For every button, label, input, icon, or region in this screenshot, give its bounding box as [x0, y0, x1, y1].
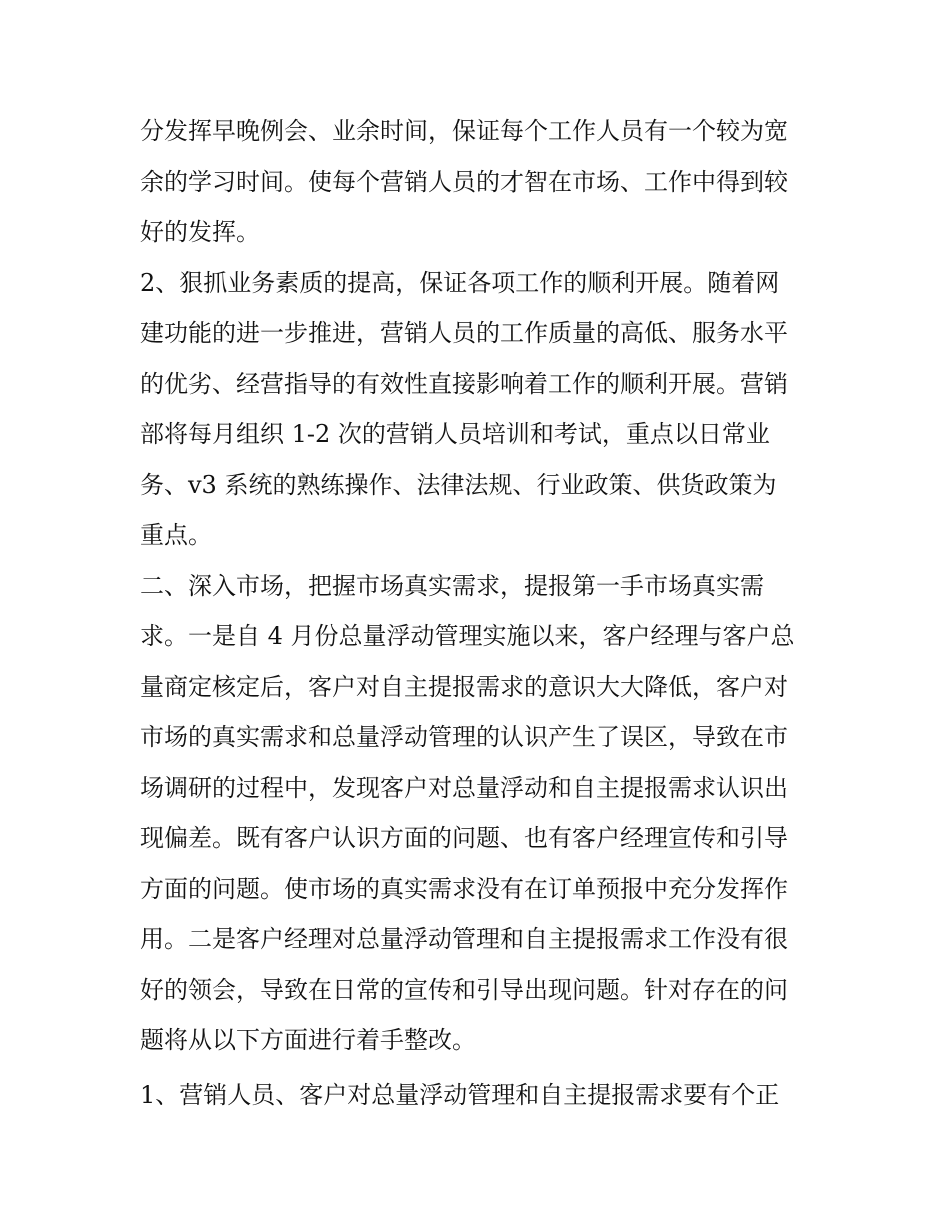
text-line: 2、狠抓业务素质的提高，保证各项工作的顺利开展。随着网 — [140, 268, 780, 297]
text-line: 题将从以下方面进行着手整改。 — [140, 1026, 476, 1054]
document-body — [140, 106, 820, 1120]
text-line: 求。一是自 4 月份总量浮动管理实施以来，客户经理与客户总 — [140, 622, 795, 650]
text-line: 建功能的进一步推进，营销人员的工作质量的高低、服务水平 — [140, 319, 788, 347]
text-line: 好的领会，导致在日常的宣传和引导出现问题。针对存在的问 — [140, 975, 788, 1004]
text-line: 分发挥早晚例会、业余时间，保证每个工作人员有一个较为宽 — [140, 117, 788, 145]
text-line: 的优劣、经营指导的有效性直接影响着工作的顺利开展。营销 — [140, 369, 788, 398]
text-line: 重点。 — [140, 521, 212, 549]
text-line: 现偏差。既有客户认识方面的问题、也有客户经理宣传和引导 — [140, 824, 788, 852]
text-line: 用。二是客户经理对总量浮动管理和自主提报需求工作没有很 — [140, 925, 788, 953]
text-line: 量商定核定后，客户对自主提报需求的意识大大降低，客户对 — [140, 672, 788, 701]
text-line: 务、v3 系统的熟练操作、法律法规、行业政策、供货政策为 — [140, 470, 777, 499]
text-line: 部将每月组织 1-2 次的营销人员培训和考试，重点以日常业 — [140, 420, 770, 448]
text-line: 方面的问题。使市场的真实需求没有在订单预报中充分发挥作 — [140, 874, 788, 903]
text-line: 余的学习时间。使每个营销人员的才智在市场、工作中得到较 — [140, 167, 788, 196]
text-line: 市场的真实需求和总量浮动管理的认识产生了误区，导致在市 — [140, 723, 788, 751]
text-line: 好的发挥。 — [140, 218, 260, 246]
text-line: 1、营销人员、客户对总量浮动管理和自主提报需求要有个正 — [140, 1080, 780, 1109]
text-line: 二、深入市场，把握市场真实需求，提报第一手市场真实需 — [140, 571, 764, 600]
text-line: 场调研的过程中，发现客户对总量浮动和自主提报需求认识出 — [140, 773, 788, 802]
